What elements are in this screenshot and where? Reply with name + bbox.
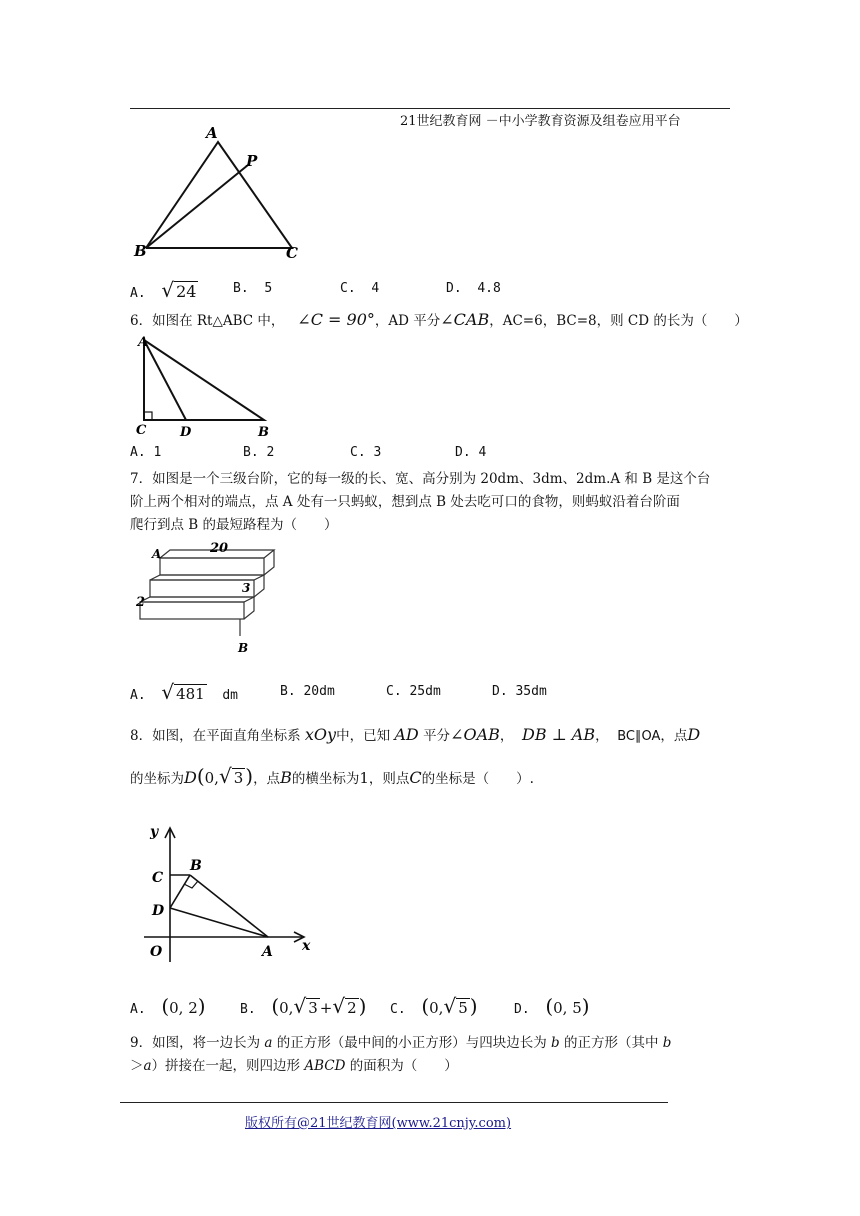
- q6-label-c: C: [136, 423, 147, 438]
- q7-staircase-figure: [132, 538, 282, 660]
- q8-coordinate-figure: [140, 822, 320, 964]
- q8-option-b: B. (0,√ 3 +√ 2 ): [240, 994, 367, 1018]
- q8-label-d: D: [152, 903, 165, 919]
- q7-question-line1: 7．如图是一个三级台阶，它的每一级的长、宽、高分别为 20dm、3dm、2dm.A 和 B 是这个台: [130, 471, 711, 487]
- q9-question-line2: ＞a）拼接在一起，则四边形 ABCD 的面积为（ ）: [130, 1058, 458, 1074]
- q5-option-a: A. √ 24: [130, 278, 197, 302]
- q6-option-d: D. 4: [455, 445, 487, 460]
- q8-label-o: O: [150, 944, 163, 960]
- q6-label-d: D: [180, 425, 192, 440]
- q7-option-b: B. 20dm: [280, 684, 335, 699]
- header-rule: [130, 108, 730, 109]
- q8-label-y: y: [150, 824, 159, 840]
- q7-question-line2: 阶上两个相对的端点，点 A 处有一只蚂蚁，想到点 B 处去吃可口的食物，则蚂蚁沿着台阶面: [130, 494, 680, 510]
- q8-option-a: A. (0, 2): [130, 994, 206, 1018]
- q5-label-a: A: [206, 124, 218, 142]
- q8-question-line1: 8．如图，在平面直角坐标系 xOy中，已知 AD 平分∠OAB， DB ⊥ AB， BC∥OA，点D: [130, 725, 701, 744]
- q8-question-line2: 的坐标为D(0,√ 3 )，点B的横坐标为1，则点C的坐标是（ ）.: [130, 764, 534, 788]
- q6-option-c: C. 3: [350, 445, 382, 460]
- q7-label-a: A: [152, 547, 162, 561]
- q8-label-a: A: [262, 944, 273, 960]
- q8-option-c: C. (0,√ 5 ): [390, 994, 478, 1018]
- q6-question: 6．如图在 Rt△ABC 中， ∠C = 90°，AD 平分∠CAB，AC=6，BC=8，则 CD 的长为（ ）: [130, 310, 748, 329]
- q5-option-d: D. 4.8: [446, 281, 501, 296]
- q5-label-c: C: [286, 244, 298, 260]
- q7-label-b: B: [238, 641, 249, 655]
- q9-question-line1: 9．如图，将一边长为 a 的正方形（最中间的小正方形）与四块边长为 b 的正方形（其中 b: [130, 1035, 672, 1051]
- q5-label-b: B: [134, 242, 147, 260]
- q5-label-p: P: [246, 152, 258, 170]
- q8-label-c: C: [152, 870, 164, 886]
- q6-right-triangle-figure: [130, 332, 280, 440]
- q7-option-c: C. 25dm: [386, 684, 441, 699]
- footer-rule: [120, 1102, 668, 1103]
- q5-option-b: B. 5: [233, 281, 273, 296]
- q7-label-length: 20: [210, 541, 229, 556]
- q5-triangle-figure: [130, 120, 310, 260]
- q6-option-b: B. 2: [243, 445, 275, 460]
- q8-label-b: B: [190, 858, 202, 874]
- header-text: 21世纪教育网 －中小学教育资源及组卷应用平台: [400, 114, 681, 129]
- q6-label-a: A: [138, 335, 149, 350]
- q8-label-x: x: [302, 938, 311, 954]
- q7-question-line3: 爬行到点 B 的最短路程为（ ）: [130, 517, 338, 533]
- q7-option-d: D. 35dm: [492, 684, 547, 699]
- q7-label-height: 2: [136, 595, 146, 610]
- q7-label-width: 3: [242, 581, 251, 595]
- q6-option-a: A. 1: [130, 445, 162, 460]
- q6-label-b: B: [258, 425, 269, 440]
- q5-option-c: C. 4: [340, 281, 380, 296]
- footer-copyright-link[interactable]: 版权所有@21世纪教育网(www.21cnjy.com): [245, 1116, 512, 1131]
- q7-option-a: A. √ 481 dm: [130, 680, 239, 704]
- q8-option-d: D. (0, 5): [514, 994, 590, 1018]
